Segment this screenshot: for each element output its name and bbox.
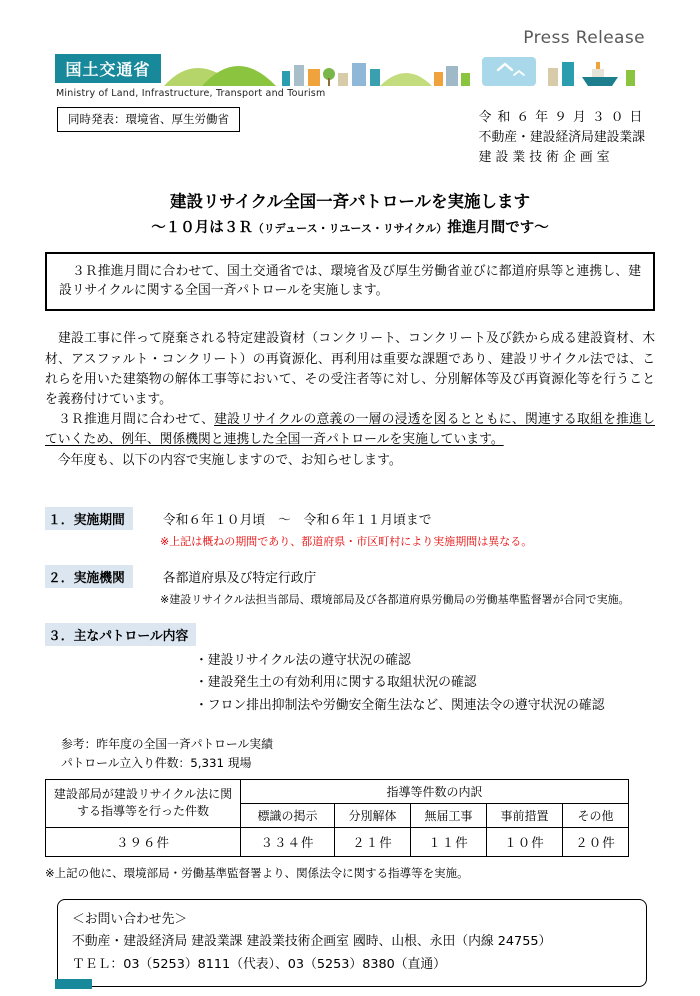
patrol-item-2: ・建設発生土の有効利用に関する取組状況の確認 (195, 675, 477, 691)
subheader-sorting-demolition: 分別解体 (335, 803, 411, 827)
patrol-item-3: ・フロン排出抑制法や労働安全衛生法など、関連法令の遵守状況の確認 (195, 697, 605, 713)
release-date: 令 和 ６ 年 ９ 月 ３ ０ 日 (478, 110, 644, 125)
cityscape-illustration (164, 44, 646, 86)
contact-phone: ＴＥＬ：03（5253）8111（代表）、03（5253）8380（直通） (72, 956, 446, 972)
paragraph-1: 建設工事に伴って廃棄される特定建設資材（コンクリート、コンクリート及び鉄から成る建設資材、木材、アスファルト・コンクリート）の再資源化、再利用は重要な課題であり、建設リサイクル法では、これらを用いた建築物の解体工事等において、その受注者等に対し、分別解体等及び再資源化等を行うことを義務付けています。 (45, 331, 655, 407)
value-sorting-demolition: ２１件 (335, 827, 411, 856)
page-subtitle (45, 216, 655, 237)
subtitle-suffix: 推進月間です～ (447, 219, 549, 236)
section-1-note: ※上記は概ねの期間であり、都道府県・市区町村により実施期間は異なる。 (160, 534, 533, 548)
paragraph-3: 今年度も、以下の内容で実施しますので、お知らせします。 (45, 452, 402, 468)
section-2-note: ※建設リサイクル法担当部局、環境部局及び各都道府県労働局の労働基準監督署が合同で実施。 (160, 592, 630, 606)
section-3-header: ３．主なパトロール内容 (45, 623, 196, 646)
section-2-content: 各都道府県及び特定行政庁 (162, 570, 317, 586)
section-1-header: １．実施期間 (45, 507, 133, 530)
value-signage: ３３４件 (241, 827, 335, 856)
subheader-advance-measures: 事前措置 (487, 803, 563, 827)
patrol-item-1: ・建設リサイクル法の遵守状況の確認 (195, 652, 411, 668)
value-unreported-work: １１件 (411, 827, 487, 856)
section-3-row (45, 623, 655, 646)
table-footnote: ※上記の他に、環境部局・労働基準監督署より、関係法令に関する指導等を実施。 (45, 865, 469, 880)
joint-release-box (57, 107, 240, 132)
col1-header-line1: 建設部局が建設リサイクル法に関 (53, 787, 233, 801)
col1-header-line2: する指導等を行った件数 (76, 804, 209, 819)
numbered-sections (45, 507, 655, 717)
table-group-header: 指導等件数の内訳 (241, 779, 629, 803)
reference-count: パトロール立入り件数：5,331 現場 (61, 756, 252, 771)
paragraph-2 (45, 410, 655, 450)
subtitle-prefix: ～１０月は３Ｒ (151, 219, 253, 236)
footer-accent-mark (55, 979, 92, 989)
reference-block (61, 735, 655, 774)
table-header-row (46, 779, 629, 803)
summary-box: ３Ｒ推進月間に合わせて、国土交通省では、環境省及び厚生労働省並びに都道府県等と連携し、建設リサイクルに関する全国一斉パトロールを実施します。 (45, 252, 655, 312)
reference-title: 参考：昨年度の全国一斉パトロール実績 (61, 736, 273, 751)
page-title: 建設リサイクル全国一斉パトロールを実施します (169, 192, 531, 211)
release-meta (479, 108, 645, 167)
section-2-header: ２．実施機関 (45, 565, 133, 588)
section-1-row (45, 507, 655, 530)
paragraph-2-underlined: 建設リサイクルの意義の一層の浸透を図るとともに、関連する取組を推進していくため、例年、関係機関と連携した全国一斉パトロールを実施しています。 (45, 412, 655, 448)
patrol-stats-table (45, 779, 629, 857)
ministry-english-name: Ministry of Land, Infrastructure, Transport and Tourism (56, 88, 326, 99)
contact-box (57, 899, 647, 987)
section-3-items (195, 650, 655, 717)
value-advance-measures: １０件 (487, 827, 563, 856)
subheader-signage: 標識の掲示 (241, 803, 335, 827)
subtitle-parenthetical: （リデュース・リユース・リサイクル） (252, 221, 448, 235)
value-total: ３９６件 (46, 827, 241, 856)
mlit-logo-text: 国土交通省 (65, 60, 151, 79)
section-1-content: 令和６年１０月頃 ～ 令和６年１１月頃まで (162, 512, 432, 528)
table-value-row (46, 827, 629, 856)
paragraph-2-plain: ３Ｒ推進月間に合わせて、 (45, 412, 215, 428)
body-paragraphs (45, 329, 655, 471)
department-line1: 不動産・建設経済局建設業課 (478, 129, 645, 145)
section-2-row (45, 565, 655, 588)
subheader-other: その他 (563, 803, 629, 827)
table-col1-header (46, 779, 241, 827)
joint-release-text: 同時発表：環境省、厚生労働省 (68, 112, 229, 126)
value-other: ２０件 (563, 827, 629, 856)
press-release-label: Press Release (523, 28, 645, 48)
contact-title: ＜お問い合わせ先＞ (72, 911, 188, 927)
subheader-unreported-work: 無届工事 (411, 803, 487, 827)
contact-department: 不動産・建設経済局 建設業課 建設業技術企画室 國時、山根、永田（内線 24755） (72, 934, 552, 950)
mlit-logo (55, 54, 161, 83)
department-line2: 建 設 業 技 術 企 画 室 (478, 149, 610, 165)
